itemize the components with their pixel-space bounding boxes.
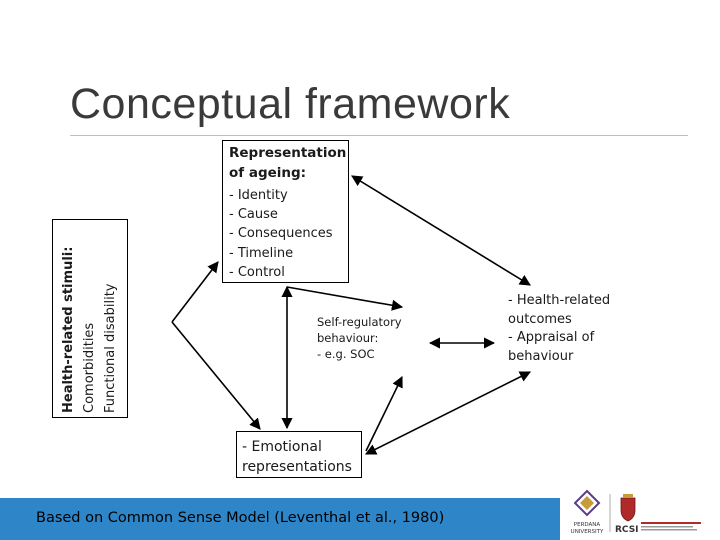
self-regulatory-line-1: Self-regulatory (317, 315, 402, 329)
arrow-representation-outcomes (352, 176, 530, 285)
arrow-emotional-to-self (366, 377, 402, 451)
outcomes-line-1: - Health-related (508, 293, 611, 308)
university-logos (565, 488, 715, 536)
svg-text:UNIVERSITY: UNIVERSITY (570, 529, 604, 535)
emotional-label: - Emotional representations (242, 439, 352, 475)
representation-item-timeline: - Timeline (229, 245, 294, 261)
svg-text:RCSI: RCSI (615, 525, 639, 535)
representation-item-cause: - Cause (229, 207, 278, 223)
svg-text:PERDANA: PERDANA (573, 522, 601, 528)
representation-item-consequences: - Consequences (229, 226, 333, 242)
representation-item-control: - Control (229, 264, 285, 280)
representation-item-identity: - Identity (229, 188, 288, 203)
stimuli-heading: Health-related stimuli: (61, 246, 76, 413)
self-regulatory-line-3: - e.g. SOC (317, 347, 375, 361)
footer-citation: Based on Common Sense Model (Leventhal et al., 1980) (36, 510, 445, 526)
arrow-stimuli-to-representation (172, 262, 218, 322)
outcomes-line-3: - Appraisal of (508, 330, 595, 345)
logo-area (565, 488, 715, 536)
arrow-stimuli-to-emotional (172, 322, 260, 429)
representation-title: Representation of ageing: (229, 145, 347, 181)
self-regulatory-line-2: behaviour: (317, 331, 379, 345)
arrow-emotional-outcomes (366, 372, 530, 454)
slide-title: Conceptual framework (70, 80, 511, 128)
stimuli-item-comorbidities: Comorbidities (82, 322, 97, 413)
arrow-representation-to-self (287, 287, 402, 307)
rcsi-logo (615, 494, 701, 535)
outcomes-line-4: behaviour (508, 348, 574, 364)
stimuli-item-functional-disability: Functional disability (103, 283, 118, 413)
perdana-logo (571, 491, 604, 535)
outcomes-line-2: outcomes (508, 311, 572, 327)
